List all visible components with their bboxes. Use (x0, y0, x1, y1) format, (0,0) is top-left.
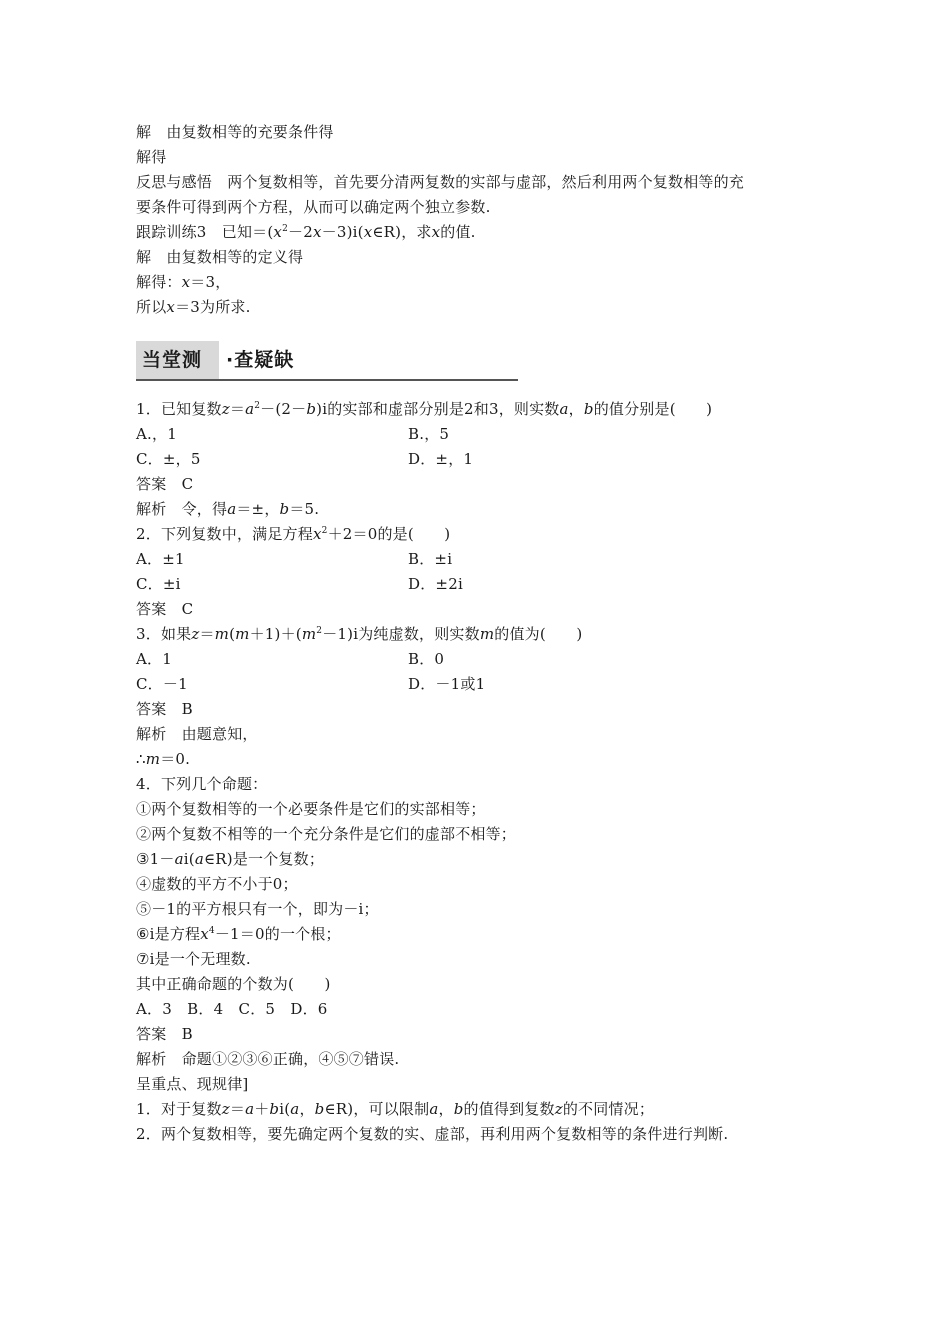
q4-analysis: 解析 命题①②③⑥正确，④⑤⑦错误. (136, 1050, 400, 1068)
q1-options-row-2 (136, 447, 836, 472)
q1-option-a: A.，1 (136, 425, 177, 443)
q2-option-d: D．±2i (408, 575, 463, 593)
q4-proposition-5: ⑤－1的平方根只有一个，即为－i； (136, 900, 379, 918)
q4-proposition-2: ②两个复数不相等的一个充分条件是它们的虚部不相等； (136, 825, 517, 843)
q4-question: 其中正确命题的个数为( ) (136, 975, 331, 993)
q3-answer: 答案 B (136, 700, 193, 718)
practice-result-line: 解得：x＝3， (136, 273, 231, 291)
q4-proposition-1: ①两个复数相等的一个必要条件是它们的实部相等； (136, 800, 486, 818)
q2-options-row-2 (136, 572, 836, 597)
q4-options: A．3 B．4 C．5 D．6 (136, 1000, 328, 1018)
q1-answer: 答案 C (136, 475, 194, 493)
solution-result-line: 解得 (136, 148, 167, 166)
practice-solution-line: 解 由复数相等的定义得 (136, 248, 304, 266)
q4-answer: 答案 B (136, 1025, 193, 1043)
q4-proposition-7: ⑦i是一个无理数. (136, 950, 251, 968)
q3-analysis: 解析 由题意知， (136, 725, 258, 743)
q3-options-row-2 (136, 672, 836, 697)
q4-proposition-4: ④虚数的平方不小于0； (136, 875, 298, 893)
q1-stem: 1．已知复数$z=a^2-(2-b)i$的实部和虚部分别是2和3，则实数a，b的值分别是( ) (136, 400, 713, 418)
q1-option-d: D．±，1 (408, 450, 474, 468)
section-subtitle: ·查疑缺 (226, 349, 295, 371)
q2-stem: 2．下列复数中，满足方程$x^2+2=0$的是( ) (136, 525, 451, 543)
q3-therefore: ∴m＝0. (136, 750, 191, 768)
solution-line: 解 由复数相等的充要条件得 (136, 123, 334, 141)
q2-option-b: B．±i (408, 550, 453, 568)
q2-option-c: C．±i (136, 575, 181, 593)
q2-option-a: A．±1 (136, 550, 185, 568)
q1-option-c: C．±，5 (136, 450, 201, 468)
q4-proposition-3: ③1－ai(a∈R)是一个复数； (136, 850, 325, 868)
practice-3-line: 跟踪训练3 已知$=(x^2-2x-3)i(x\in R)$，求x的值. (136, 223, 476, 241)
q2-options-row-1 (136, 547, 836, 572)
q4-proposition-6: ⑥i是方程$x^4-1=0$的一个根； (136, 925, 341, 943)
q1-option-b: B.，5 (408, 425, 450, 443)
practice-conclusion-line: 所以x＝3为所求. (136, 298, 251, 316)
q3-stem: 3．如果$z=m(m+1)+(m^2-1)i$为纯虚数，则实数m的值为( ) (136, 625, 583, 643)
q3-option-a: A．1 (136, 650, 172, 668)
q3-option-c: C．－1 (136, 675, 188, 693)
section-rule (136, 379, 518, 381)
q2-answer: 答案 C (136, 600, 194, 618)
section-title: 当堂测 (142, 349, 203, 371)
q3-option-d: D．－1或1 (408, 675, 486, 693)
q4-stem: 4．下列几个命题： (136, 775, 268, 793)
reflection-line-2: 要条件可得到两个方程，从而可以确定两个独立参数. (136, 198, 491, 216)
q3-option-b: B．0 (408, 650, 445, 668)
section-banner (136, 341, 518, 382)
q3-options-row-1 (136, 647, 836, 672)
reflection-line-1: 反思与感悟 两个复数相等，首先要分清两复数的实部与虚部，然后利用两个复数相等的充 (136, 173, 745, 191)
summary-heading: 呈重点、现规律] (136, 1075, 249, 1093)
q1-options-row-1 (136, 422, 836, 447)
summary-point-2: 2．两个复数相等，要先确定两个复数的实、虚部，再利用两个复数相等的条件进行判断. (136, 1125, 729, 1143)
q1-analysis: 解析 令，得a＝±，b＝5. (136, 500, 320, 518)
summary-point-1: 1．对于复数z＝a＋bi(a，b∈R)，可以限制a，b的值得到复数z的不同情况； (136, 1100, 655, 1118)
